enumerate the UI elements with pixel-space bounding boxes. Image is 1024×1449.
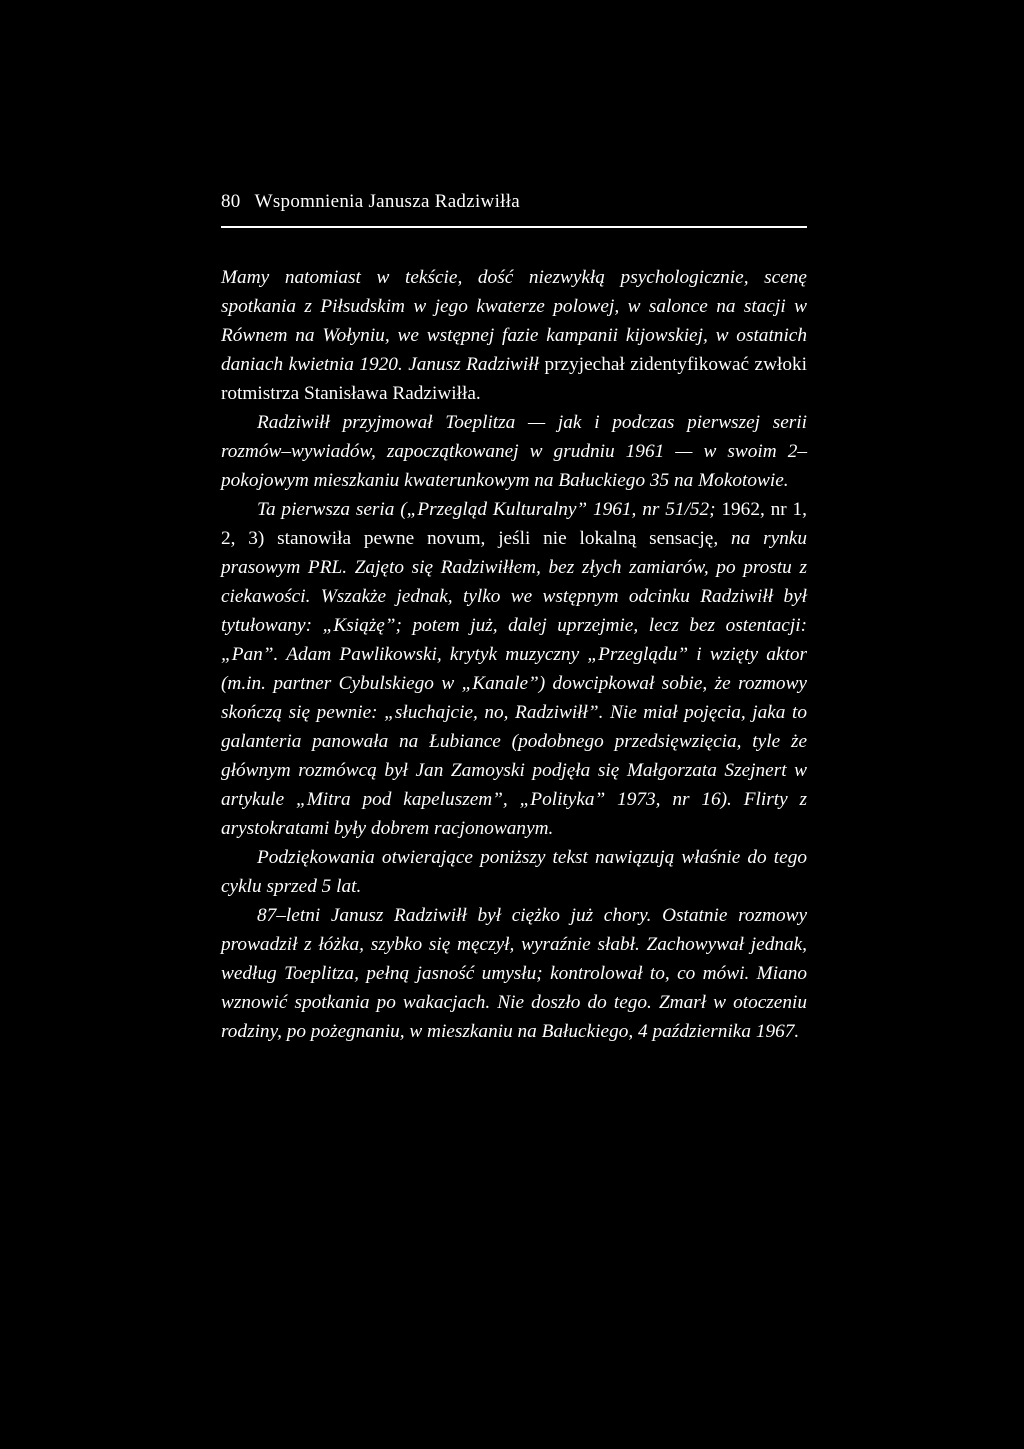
paragraph-5: 87–letni Janusz Radziwiłł był ciężko już chory. Ostatnie rozmowy prowadził z łóżka, szybko się męczył, wyraźnie słabł. Zachowywał jednak, według Toeplitza, pełną jasność umysłu; kontrolował to, co mówi. Miano wznowić spotkania po wakacjach. Nie doszło do tego. Zmarł w otoczeniu rodziny, po pożegnaniu, w mieszkaniu na Bałuckiego, 4 października 1967. (221, 905, 807, 1042)
paragraph-4: Podziękowania otwierające poniższy tekst nawiązują właśnie do tego cyklu sprzed 5 lat. (221, 847, 807, 897)
paragraph-2: Radziwiłł przyjmował Toeplitza — jak i podczas pierwszej serii rozmów–wywiadów, zapoczątkowanej w grudniu 1961 — w swoim 2–pokojowym mieszkaniu kwaterunkowym na Bałuckiego 35 na Mokotowie. (221, 412, 807, 491)
paragraph-1-roman: przyjechał zidentyfikować zwłoki rotmistrza Stanisława Radziwiłła. (221, 354, 807, 404)
book-page (221, 190, 807, 1046)
header-rule (221, 226, 807, 228)
paragraph-3-part-a: Ta pierwsza seria („Przegląd Kulturalny” 1961, nr 51/52; (257, 499, 716, 520)
paragraph-3 (221, 495, 807, 843)
page-number: 80 (221, 191, 241, 212)
paragraph-3-part-d: na rynku prasowym PRL. Zajęto się Radziwiłłem, bez złych zamiarów, po prostu z ciekawości. Wszakże jednak, tylko we wstępnym odcinku Radziwiłł był tytułowany: „Książę”; potem już, dalej uprzejmie, lecz bez ostentacji: „Pan”. Adam Pawlikowski, krytyk muzyczny „Przeglądu” i wzięty aktor (m.in. partner Cybulskiego w „Kanale”) dowcipkował sobie, że rozmowy skończą się pewnie: „słuchajcie, no, Radziwiłł”. Nie miał pojęcia, jaka to galanteria panowała na Łubiance (podobnego przedsięwzięcia, tyle że głównym rozmówcą był Jan Zamoyski podjęła się Małgorzata Szejnert w artykule „Mitra pod kapeluszem”, „Polityka” 1973, nr 16). Flirty z arystokratami były dobrem racjonowanym. (221, 528, 807, 839)
paragraph-1-italic: Mamy natomiast w tekście, dość niezwykłą psychologicznie, scenę spotkania z Piłsudskim w jego kwaterze polowej, w salonce na stacji w Równem na Wołyniu, we wstępnej fazie kampanii kijowskiej, w ostatnich daniach kwietnia 1920. Janusz Radziwiłł (221, 267, 807, 375)
running-head (221, 190, 807, 214)
paragraph-1 (221, 263, 807, 408)
paragraph-3-part-b: 1962, nr 1, 2, 3) stanowiła pewne novum, jeśli nie lokalną (221, 499, 807, 549)
running-title: Wspomnienia Janusza Radziwiłła (254, 191, 521, 212)
paragraph-3-part-c: sensację, (649, 528, 719, 549)
